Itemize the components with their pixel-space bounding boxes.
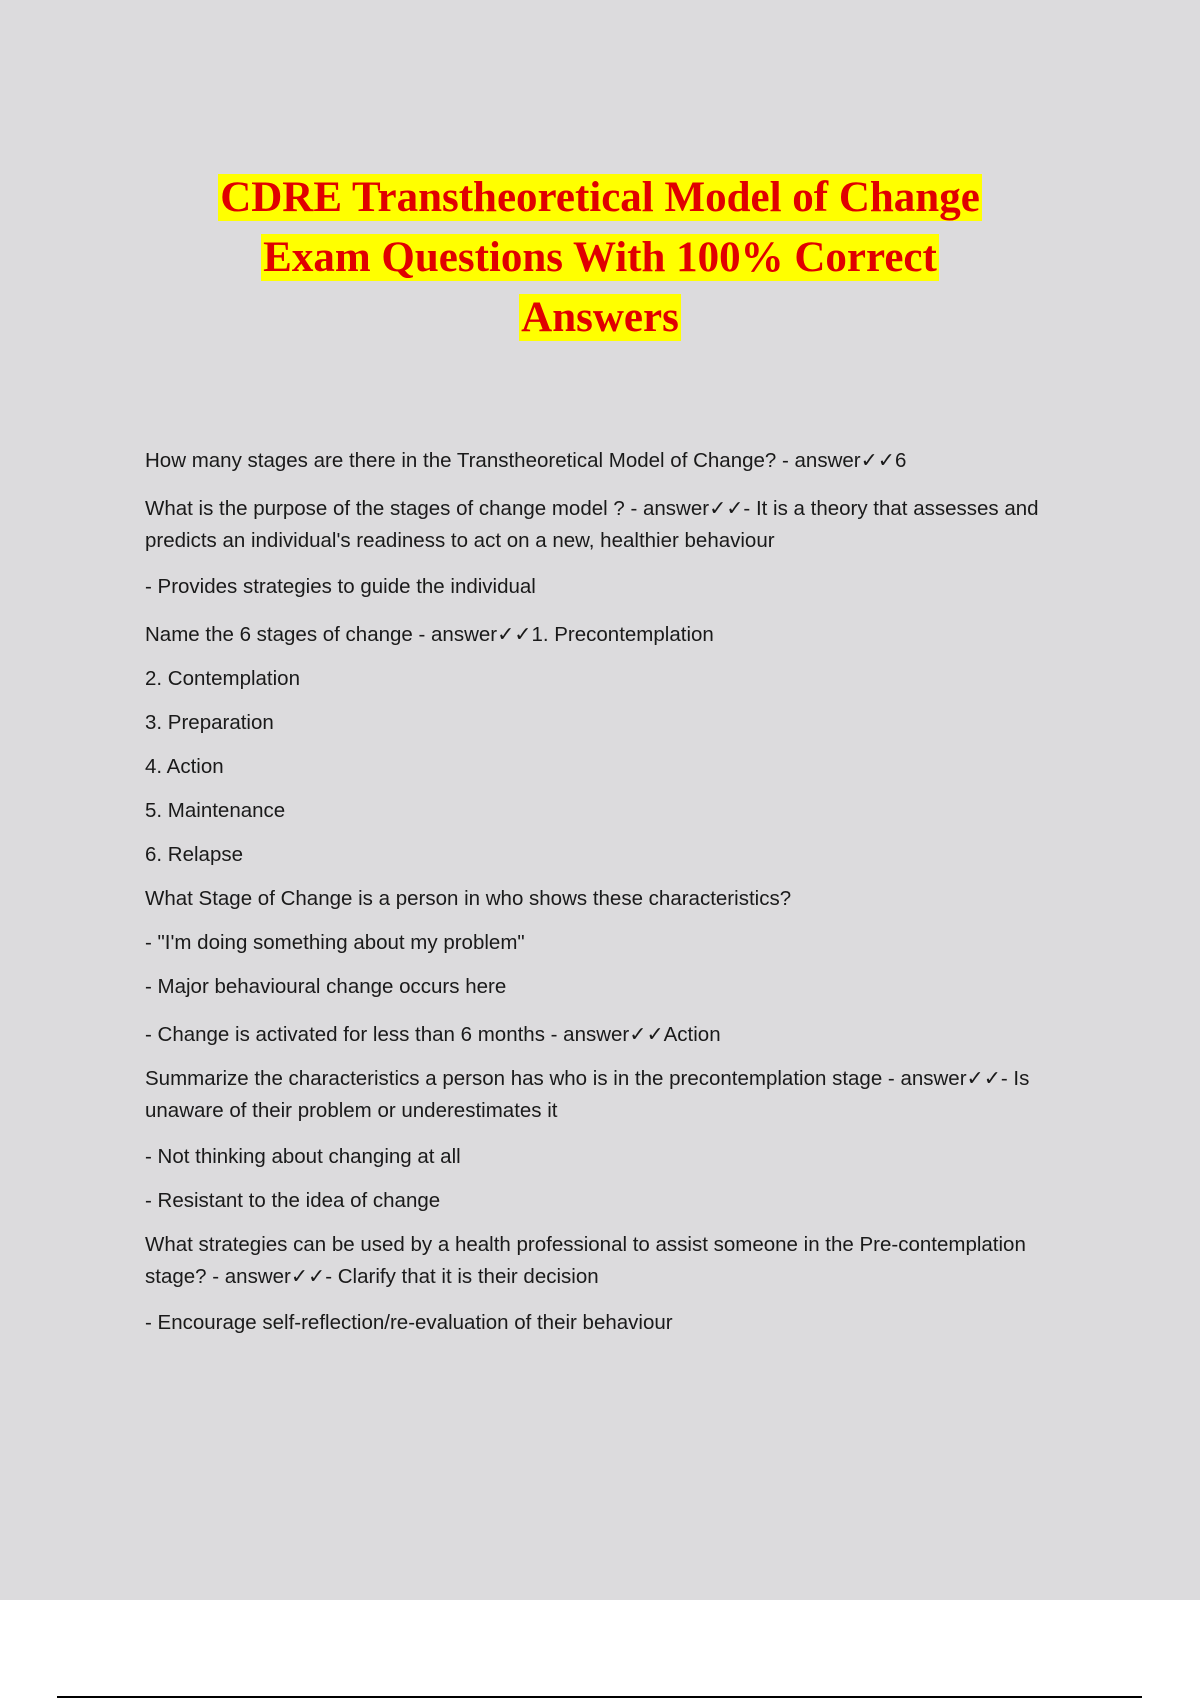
document-body [145,445,1085,1355]
answer-bullet: - Encourage self-reflection/re-evaluation of their behaviour [145,1311,673,1334]
title-line-1: CDRE Transtheoretical Model of Change [220,174,980,221]
question-strategies: What strategies can be used by a health professional to assist someone in the Pre-contemplation stage? - answer✓✓- Clarify that it is their decision [145,1233,1026,1288]
title-line [100,228,1100,288]
title-line-3: Answers [521,294,679,341]
answer-bullet: - Resistant to the idea of change [145,1189,441,1212]
question-six-stages: Name the 6 stages of change - answer✓✓1. Precontemplation [145,623,714,646]
characteristic-bullet: - "I'm doing something about my problem" [145,931,525,954]
title-line [100,288,1100,348]
stage-list-item: 4. Action [145,755,224,778]
answer-bullet: - Not thinking about changing at all [145,1145,461,1168]
question-stage-count: How many stages are there in the Transtheoretical Model of Change? - answer✓✓6 [145,449,907,472]
document-title [100,168,1100,348]
stage-list-item: 6. Relapse [145,843,244,866]
title-line [100,168,1100,228]
characteristic-answer: - Change is activated for less than 6 months - answer✓✓Action [145,1023,721,1046]
characteristic-bullet: - Major behavioural change occurs here [145,975,507,998]
stage-list-item: 2. Contemplation [145,667,300,690]
stage-list-item: 5. Maintenance [145,799,286,822]
title-line-2: Exam Questions With 100% Correct [263,234,937,281]
question-characteristics: What Stage of Change is a person in who shows these characteristics? [145,887,792,910]
footer-divider [57,1696,1142,1698]
answer-bullet: - Provides strategies to guide the individual [145,575,536,598]
question-model-purpose: What is the purpose of the stages of change model ? - answer✓✓- It is a theory that assesses and predicts an individual's readiness to act on a new, healthier behaviour [145,497,1039,552]
stage-list-item: 3. Preparation [145,711,274,734]
question-precontemplation: Summarize the characteristics a person has who is in the precontemplation stage - answer✓✓- Is unaware of their problem or underestimates it [145,1067,1030,1122]
